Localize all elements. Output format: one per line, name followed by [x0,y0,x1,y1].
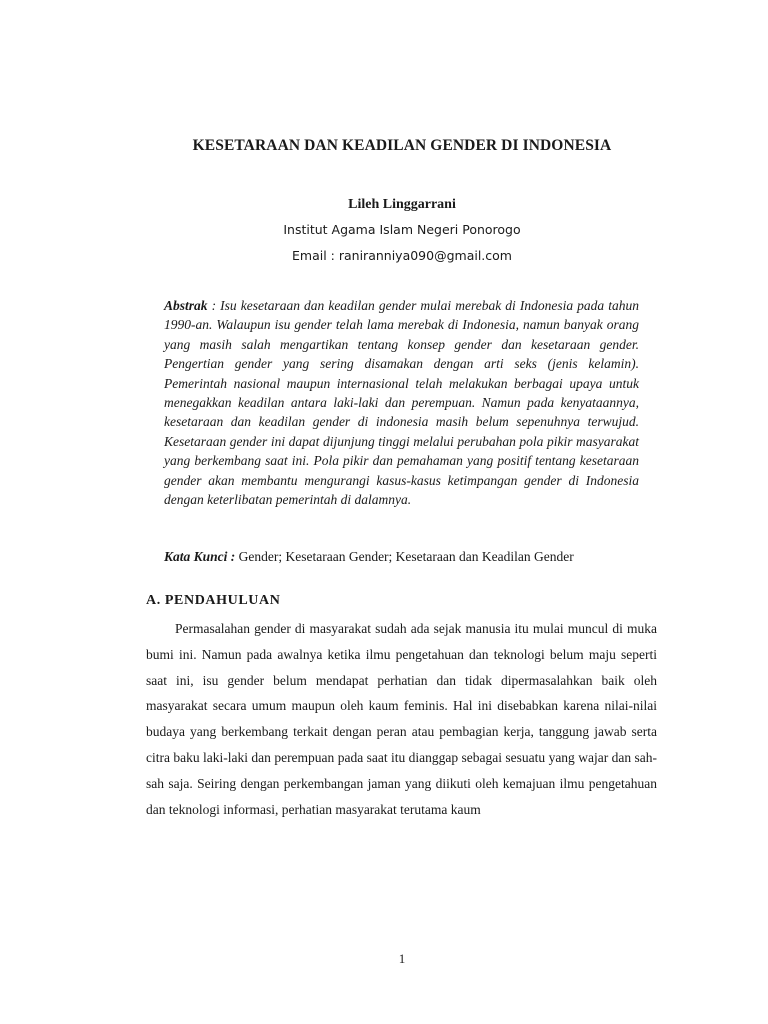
author-email: Email : raniranniya090@gmail.com [292,248,512,263]
keywords-label: Kata Kunci : [164,549,236,564]
section-heading: A. PENDAHULUAN [146,593,281,608]
abstract-label: Abstrak [164,298,208,313]
body-paragraph: Permasalahan gender di masyarakat sudah ada sejak manusia itu mulai muncul di muka bumi ini. Namun pada awalnya ketika ilmu pengetahuan dan teknologi belum maju seperti saat ini, isu gender belum mendapat perhatian dan tidak dipermasalahkan baik oleh masyarakat secara umum maupun oleh kaum feminis. Hal ini disebabkan karena nilai-nilai budaya yang berkembang terkait dengan peran atau pembagian kerja, tanggung jawab serta citra baku laki-laki dan perempuan pada saat itu dianggap sebagai sesuatu yang wajar dan sah-sah saja. Seiring dengan perkembangan jaman yang diikuti oleh kemajuan ilmu pengetahuan dan teknologi informasi, perhatian masyarakat terutama kaum [146,621,657,817]
author-affiliation: Institut Agama Islam Negeri Ponorogo [283,222,521,237]
keywords-line [164,547,664,566]
author-name: Lileh Linggarrani [348,197,456,212]
keywords-text: Gender; Kesetaraan Gender; Kesetaraan dan Keadilan Gender [235,549,574,564]
page-number: 1 [398,951,406,966]
abstract-text: : Isu kesetaraan dan keadilan gender mulai merebak di Indonesia pada tahun 1990-an. Walaupun isu gender telah lama merebak di Indonesia, namun banyak orang yang masih salah mengartikan tentang konsep gender dan kesetaraan gender. Pengertian gender yang sering disamakan dengan arti seks (jenis kelamin). Pemerintah nasional maupun internasional telah melakukan berbagai upaya untuk menegakkan keadilan antara laki-laki dan perempuan. Namun pada kenyataannya, kesetaraan dan keadilan gender di indonesia masih belum sepenuhnya terwujud. Kesetaraan gender ini dapat dijunjung tinggi melalui perubahan pola pikir masyarakat yang berkembang saat ini. Pola pikir dan pemahaman yang positif tentang kesetaraan gender akan membantu mengurangi kasus-kasus ketimpangan gender di Indonesia dengan keterlibatan pemerintah di dalamnya. [164,298,639,508]
document-title: KESETARAAN DAN KEADILAN GENDER DI INDONESIA [192,137,612,154]
abstract-paragraph [164,296,639,509]
